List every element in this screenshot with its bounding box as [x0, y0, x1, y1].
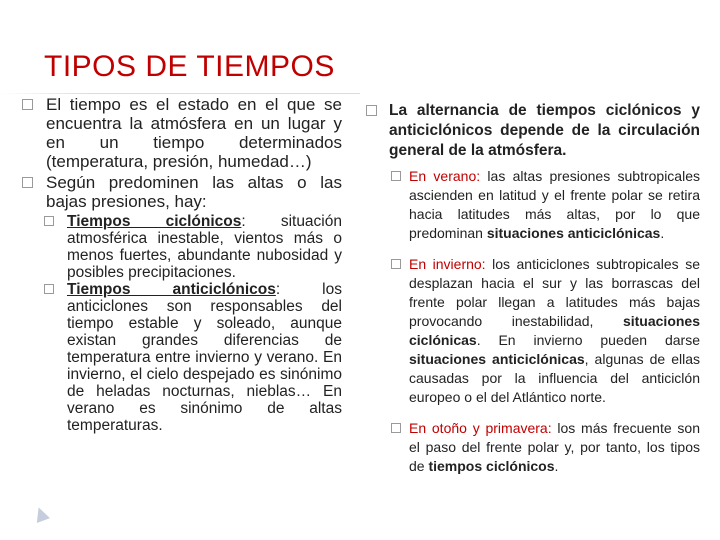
decorative-triangle-icon [32, 505, 50, 523]
summer-end: . [660, 225, 665, 241]
slide-title: TIPOS DE TIEMPOS [44, 50, 335, 83]
square-bullet-icon [22, 99, 33, 110]
bullet-definition [22, 95, 342, 171]
winter-label: En invierno: [409, 256, 486, 272]
winter-text2: , algunas de ellas causadas por la influencia del anticiclón europeo o el del Atlántico norte. [409, 351, 700, 405]
square-bullet-icon [391, 259, 401, 269]
autumn-end: . [554, 458, 559, 474]
cyclonic-text: : situación atmosférica inestable, vientos más o menos fuertes, abundante nubosidad y posibles precipitaciones. [67, 213, 342, 281]
term-cyclonic: Tiempos ciclónicos [67, 213, 242, 230]
square-bullet-icon [44, 284, 54, 294]
summer-bullet [366, 167, 700, 243]
intro-text: La alternancia de tiempos ciclónicos y anticiclónicos depende de la circulación general de la atmósfera. [389, 102, 700, 159]
title-divider [0, 93, 360, 94]
summer-strong: situaciones anticiclónicas [486, 225, 661, 241]
left-column [22, 95, 342, 434]
autumn-bullet [366, 419, 700, 476]
summer-label: En verano: [409, 168, 481, 184]
intro-bullet [366, 101, 700, 161]
square-bullet-icon [391, 171, 401, 181]
winter-strong-anticyclonic: situaciones anticiclónicas [409, 351, 585, 367]
autumn-label: En otoño y primavera: [409, 420, 552, 436]
winter-mid: . En invierno pueden darse [476, 332, 700, 348]
winter-bullet [366, 255, 700, 407]
bullet-definition-text: El tiempo es el estado en el que se encuentra la atmósfera en un lugar y en un tiempo determinados (temperatura, presión, humedad…) [46, 95, 342, 171]
term-anticyclonic: Tiempos anticiclónicos [67, 281, 276, 298]
autumn-text: los más frecuente son el paso del frente polar y, por tanto, los tipos de [409, 420, 700, 474]
sub-bullet-cyclonic [22, 213, 342, 281]
winter-strong-cyclonic: situaciones ciclónicas [409, 313, 700, 348]
winter-text: los anticiclones subtropicales se desplazan hacia el sur y las borrascas del frente polar llegan a latitudes más bajas provocando inestabilidad, [409, 256, 700, 329]
square-bullet-icon [366, 105, 377, 116]
square-bullet-icon [44, 216, 54, 226]
right-column [366, 101, 700, 488]
anticyclonic-text: : los anticiclones son responsables del tiempo estable y soleado, aunque existan grandes diferencias de temperatura entre invierno y verano. En invierno, el cielo despejado es sinónimo de heladas nocturnas, nieblas… En verano es sinónimo de altas temperaturas. [67, 281, 342, 434]
bullet-pressure-text: Según predominen las altas o las bajas presiones, hay: [46, 173, 342, 211]
bullet-pressure [22, 173, 342, 211]
sub-bullet-anticyclonic [22, 281, 342, 434]
square-bullet-icon [391, 423, 401, 433]
square-bullet-icon [22, 177, 33, 188]
autumn-strong: tiempos ciclónicos [428, 458, 555, 474]
summer-text: las altas presiones subtropicales ascienden en latitud y el frente polar se retira hacia latitudes más altas, por lo que predominan [409, 168, 700, 241]
